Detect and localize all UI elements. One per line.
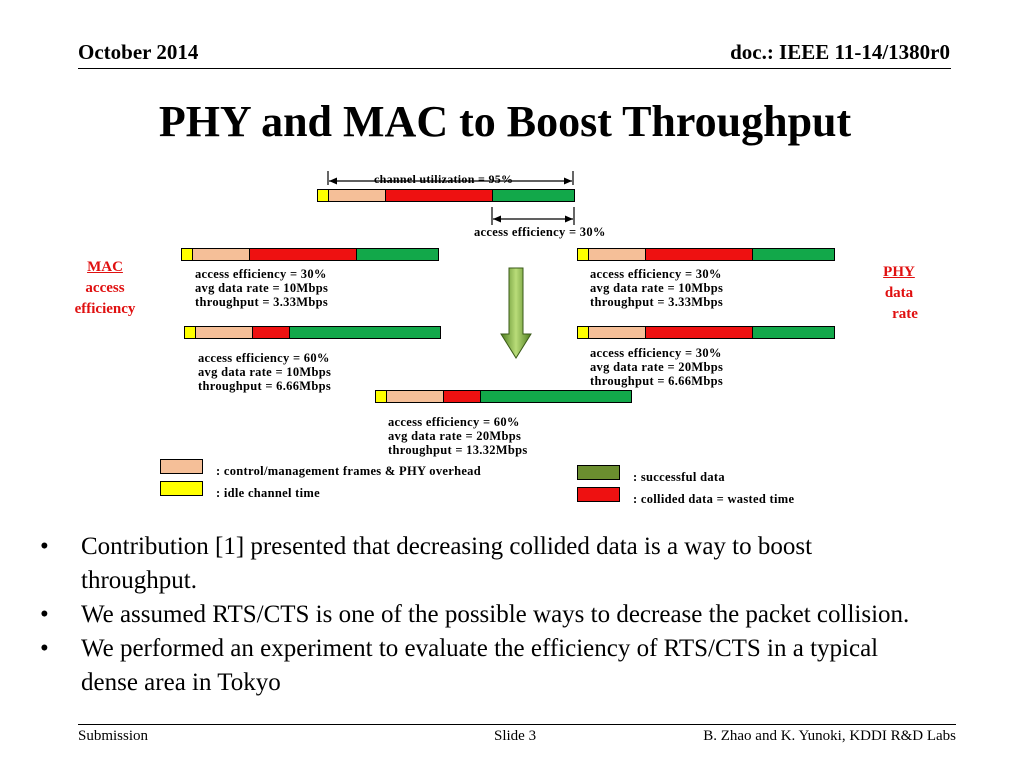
bullet-list [40, 530, 930, 700]
access-efficiency-arrow [488, 207, 580, 227]
legend-control-label: : control/management frames & PHY overhead [216, 464, 481, 478]
bottom-stats [388, 415, 528, 457]
legend-control-swatch [160, 459, 203, 474]
bottom-result-bar [375, 390, 632, 403]
phy-label-line: data [884, 285, 914, 301]
bullet-item [40, 530, 930, 598]
left-upper-bar [181, 248, 439, 261]
top-access-efficiency-label: access efficiency = 30% [474, 225, 606, 239]
left-lower-bar [184, 326, 441, 339]
down-arrow-icon [499, 266, 533, 360]
collided-segment [253, 327, 290, 338]
phy-label-line: PHY [883, 264, 915, 280]
right-upper-bar [577, 248, 835, 261]
right-lower-stats [590, 346, 723, 388]
collided-segment [444, 391, 481, 402]
control-segment [387, 391, 444, 402]
phy-label-line: rate [892, 306, 918, 322]
idle-segment [578, 327, 589, 338]
control-segment [589, 327, 646, 338]
legend-success-swatch [577, 465, 620, 480]
bullet-dot: • [40, 635, 49, 662]
footer-authors: B. Zhao and K. Yunoki, KDDI R&D Labs [703, 728, 956, 744]
bullet-dot: • [40, 601, 49, 628]
control-segment [589, 249, 646, 260]
success-segment [493, 190, 574, 201]
stat-line: access efficiency = 30% [195, 267, 327, 281]
stat-line: throughput = 3.33Mbps [195, 295, 329, 309]
legend-idle-swatch [160, 481, 203, 496]
left-upper-stats [195, 267, 328, 309]
success-segment [753, 249, 834, 260]
success-segment [290, 327, 440, 338]
stat-line: avg data rate = 20Mbps [388, 429, 522, 443]
mac-access-efficiency-label [62, 257, 148, 320]
collided-segment [386, 190, 493, 201]
legend-idle-label: : idle channel time [216, 486, 320, 500]
bullet-text: We assumed RTS/CTS is one of the possible ways to decrease the packet collision. [81, 601, 910, 628]
footer-rule [78, 724, 956, 725]
left-lower-stats [198, 351, 331, 393]
success-segment [357, 249, 438, 260]
stat-line: access efficiency = 60% [388, 415, 520, 429]
mac-label-line: efficiency [74, 301, 136, 317]
stat-line: throughput = 13.32Mbps [388, 443, 528, 457]
phy-data-rate-label [870, 262, 928, 325]
stat-line: throughput = 3.33Mbps [590, 295, 724, 309]
stat-line: avg data rate = 10Mbps [195, 281, 329, 295]
idle-segment [578, 249, 589, 260]
bullet-item [40, 598, 930, 632]
idle-segment [185, 327, 196, 338]
right-upper-stats [590, 267, 723, 309]
control-segment [193, 249, 250, 260]
channel-utilization-label: channel utilization = 95% [374, 172, 514, 186]
idle-segment [376, 391, 387, 402]
collided-segment [646, 327, 753, 338]
bullet-text: We performed an experiment to evaluate the efficiency of RTS/CTS in a typical dense area in Tokyo [81, 635, 879, 696]
control-segment [329, 190, 386, 201]
top-channel-bar [317, 189, 575, 202]
stat-line: access efficiency = 60% [198, 351, 330, 365]
success-segment [753, 327, 834, 338]
mac-label-line: access [85, 280, 125, 296]
idle-segment [318, 190, 329, 201]
idle-segment [182, 249, 193, 260]
stat-line: throughput = 6.66Mbps [198, 379, 332, 393]
stat-line: throughput = 6.66Mbps [590, 374, 724, 388]
right-lower-bar [577, 326, 835, 339]
slide-title: PHY and MAC to Boost Throughput [158, 97, 852, 146]
header-date: October 2014 [78, 40, 199, 64]
legend-collided-swatch [577, 487, 620, 502]
collided-segment [646, 249, 753, 260]
control-segment [196, 327, 253, 338]
bullet-item [40, 632, 930, 700]
collided-segment [250, 249, 357, 260]
bullet-dot: • [40, 533, 49, 560]
legend-collided-label: : collided data = wasted time [633, 492, 795, 506]
stat-line: avg data rate = 20Mbps [590, 360, 724, 374]
bullet-text: Contribution [1] presented that decreasing collided data is a way to boost throughput. [81, 533, 813, 594]
stat-line: access efficiency = 30% [590, 267, 722, 281]
success-segment [481, 391, 631, 402]
header-doc-id: doc.: IEEE 11-14/1380r0 [730, 40, 950, 64]
footer-submission: Submission [78, 728, 149, 744]
legend-success-label: : successful data [633, 470, 725, 484]
stat-line: avg data rate = 10Mbps [590, 281, 724, 295]
footer-slide-number: Slide 3 [494, 728, 537, 744]
stat-line: access efficiency = 30% [590, 346, 722, 360]
mac-label-line: MAC [87, 259, 123, 275]
stat-line: avg data rate = 10Mbps [198, 365, 332, 379]
